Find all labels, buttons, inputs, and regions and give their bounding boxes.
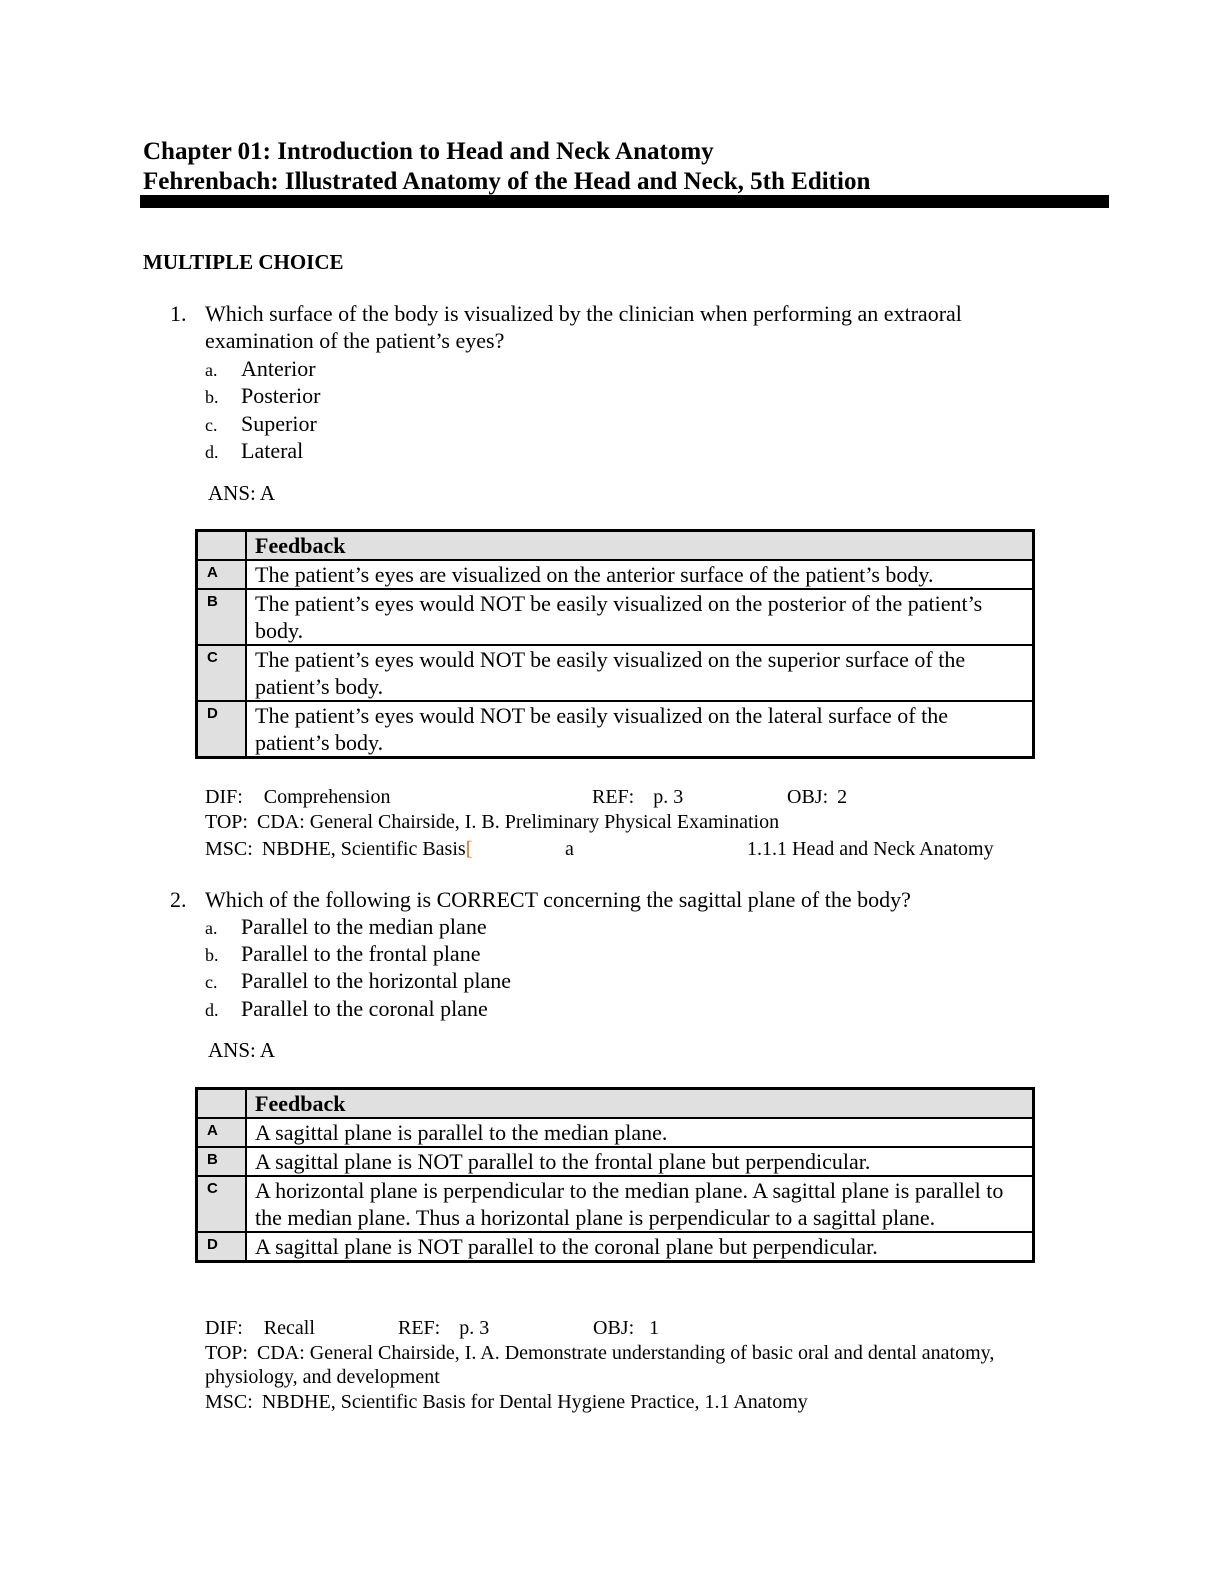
ref-label: REF: bbox=[592, 786, 635, 808]
dif-value: Comprehension bbox=[263, 786, 391, 808]
option-text: Parallel to the horizontal plane bbox=[241, 968, 512, 993]
top-value: CDA: General Chairside, I. A. Demonstrate understanding of basic oral and dental anatomy, bbox=[256, 1342, 995, 1364]
option-text: Superior bbox=[241, 411, 317, 436]
question-number: 1. bbox=[170, 301, 187, 326]
title-block bbox=[143, 137, 1103, 197]
question-stem: Which of the following is CORRECT concerning the sagittal plane of the body? bbox=[205, 887, 911, 912]
obj-label: OBJ: bbox=[787, 786, 829, 808]
ref-value: p. 3 bbox=[459, 1317, 490, 1339]
title-divider bbox=[140, 195, 1109, 208]
meta-top-row bbox=[205, 1341, 994, 1366]
option-a bbox=[205, 913, 487, 942]
option-text: Anterior bbox=[241, 356, 316, 381]
feedback-row-d bbox=[197, 1232, 1034, 1262]
option-letter: a. bbox=[205, 918, 218, 938]
meta-top-continuation: physiology, and development bbox=[205, 1366, 440, 1388]
ref-label: REF: bbox=[398, 1317, 441, 1339]
obj-value: 2 bbox=[837, 786, 848, 808]
feedback-table bbox=[195, 1087, 1035, 1263]
option-letter: d. bbox=[205, 1000, 219, 1020]
feedback-text: A sagittal plane is NOT parallel to the frontal plane but perpendicular. bbox=[246, 1147, 1034, 1176]
chapter-title: Chapter 01: Introduction to Head and Neck Anatomy bbox=[143, 138, 714, 165]
option-letter: b. bbox=[205, 945, 219, 965]
top-value: CDA: General Chairside, I. B. Preliminary Physical Examination bbox=[256, 811, 780, 833]
msc-value: NBDHE, Scientific Basis for Dental Hygiene Practice, 1.1 Anatomy bbox=[261, 1391, 808, 1413]
feedback-row-a bbox=[197, 1118, 1034, 1147]
feedback-text: The patient’s eyes would NOT be easily visualized on the lateral surface of the patient’s body. bbox=[246, 701, 1034, 758]
question-stem: Which surface of the body is visualized by the clinician when performing an extraoral examination of the patient’s eyes? bbox=[205, 301, 962, 353]
feedback-row-b bbox=[197, 1147, 1034, 1176]
book-title: Fehrenbach: Illustrated Anatomy of the Head and Neck, 5th Edition bbox=[143, 168, 871, 195]
option-letter: c. bbox=[205, 972, 218, 992]
msc-right: 1.1.1 Head and Neck Anatomy bbox=[747, 838, 994, 860]
msc-mid: a bbox=[565, 838, 574, 860]
option-c bbox=[205, 410, 317, 439]
feedback-header-row bbox=[197, 531, 1034, 561]
option-text: Parallel to the median plane bbox=[241, 914, 487, 939]
meta-dif-row bbox=[205, 785, 390, 810]
msc-value: NBDHE, Scientific Basis bbox=[261, 838, 466, 860]
option-letter: d. bbox=[205, 442, 219, 462]
option-text: Parallel to the frontal plane bbox=[241, 941, 481, 966]
meta-obj bbox=[787, 785, 847, 810]
feedback-text: A sagittal plane is NOT parallel to the coronal plane but perpendicular. bbox=[246, 1232, 1034, 1262]
dif-value: Recall bbox=[263, 1317, 315, 1339]
section-heading: MULTIPLE CHOICE bbox=[143, 250, 344, 274]
feedback-corner-cell bbox=[197, 1089, 247, 1119]
question-number: 2. bbox=[170, 887, 187, 912]
option-text: Posterior bbox=[241, 383, 321, 408]
answer-line: ANS: A bbox=[208, 481, 276, 505]
feedback-letter: D bbox=[197, 701, 247, 758]
feedback-row-a bbox=[197, 560, 1034, 589]
feedback-corner-cell bbox=[197, 531, 247, 561]
feedback-text: A sagittal plane is parallel to the median plane. bbox=[246, 1118, 1034, 1147]
feedback-letter: D bbox=[197, 1232, 247, 1262]
text-cursor-marker: [ bbox=[465, 838, 473, 860]
option-letter: b. bbox=[205, 387, 219, 407]
msc-label: MSC: bbox=[205, 838, 253, 860]
feedback-letter: C bbox=[197, 645, 247, 701]
feedback-letter: B bbox=[197, 1147, 247, 1176]
option-letter: a. bbox=[205, 360, 218, 380]
option-letter: c. bbox=[205, 415, 218, 435]
dif-label: DIF: bbox=[205, 1317, 243, 1339]
feedback-header: Feedback bbox=[246, 1089, 1034, 1119]
option-c bbox=[205, 967, 511, 996]
feedback-letter: A bbox=[197, 1118, 247, 1147]
option-b bbox=[205, 382, 320, 411]
meta-msc-row bbox=[205, 837, 472, 862]
option-text: Parallel to the coronal plane bbox=[241, 996, 488, 1021]
feedback-text: A horizontal plane is perpendicular to the median plane. A sagittal plane is parallel to the median plane. Thus a horizontal plane is perpendicular to a sagittal plane. bbox=[246, 1176, 1034, 1232]
feedback-text: The patient’s eyes would NOT be easily visualized on the superior surface of the patient’s body. bbox=[246, 645, 1034, 701]
feedback-text: The patient’s eyes are visualized on the anterior surface of the patient’s body. bbox=[246, 560, 1034, 589]
feedback-header-row bbox=[197, 1089, 1034, 1119]
feedback-text: The patient’s eyes would NOT be easily visualized on the posterior of the patient’s body. bbox=[246, 589, 1034, 645]
meta-ref bbox=[592, 785, 683, 810]
option-d bbox=[205, 437, 303, 466]
feedback-row-c bbox=[197, 645, 1034, 701]
top-label: TOP: bbox=[205, 1342, 248, 1364]
obj-label: OBJ: bbox=[593, 1317, 635, 1339]
top-label: TOP: bbox=[205, 811, 248, 833]
answer-line: ANS: A bbox=[208, 1038, 276, 1062]
obj-value: 1 bbox=[649, 1317, 660, 1339]
meta-msc-row bbox=[205, 1390, 808, 1415]
option-b bbox=[205, 940, 480, 969]
feedback-letter: A bbox=[197, 560, 247, 589]
feedback-row-d bbox=[197, 701, 1034, 758]
meta-dif-row bbox=[205, 1316, 315, 1341]
option-a bbox=[205, 355, 316, 384]
meta-ref bbox=[398, 1316, 489, 1341]
feedback-row-c bbox=[197, 1176, 1034, 1232]
meta-obj bbox=[593, 1316, 659, 1341]
feedback-letter: B bbox=[197, 589, 247, 645]
meta-top-row bbox=[205, 810, 779, 835]
option-text: Lateral bbox=[241, 438, 304, 463]
ref-value: p. 3 bbox=[653, 786, 684, 808]
feedback-table bbox=[195, 529, 1035, 759]
msc-label: MSC: bbox=[205, 1391, 253, 1413]
dif-label: DIF: bbox=[205, 786, 243, 808]
feedback-letter: C bbox=[197, 1176, 247, 1232]
feedback-header: Feedback bbox=[246, 531, 1034, 561]
option-d bbox=[205, 995, 488, 1024]
feedback-row-b bbox=[197, 589, 1034, 645]
